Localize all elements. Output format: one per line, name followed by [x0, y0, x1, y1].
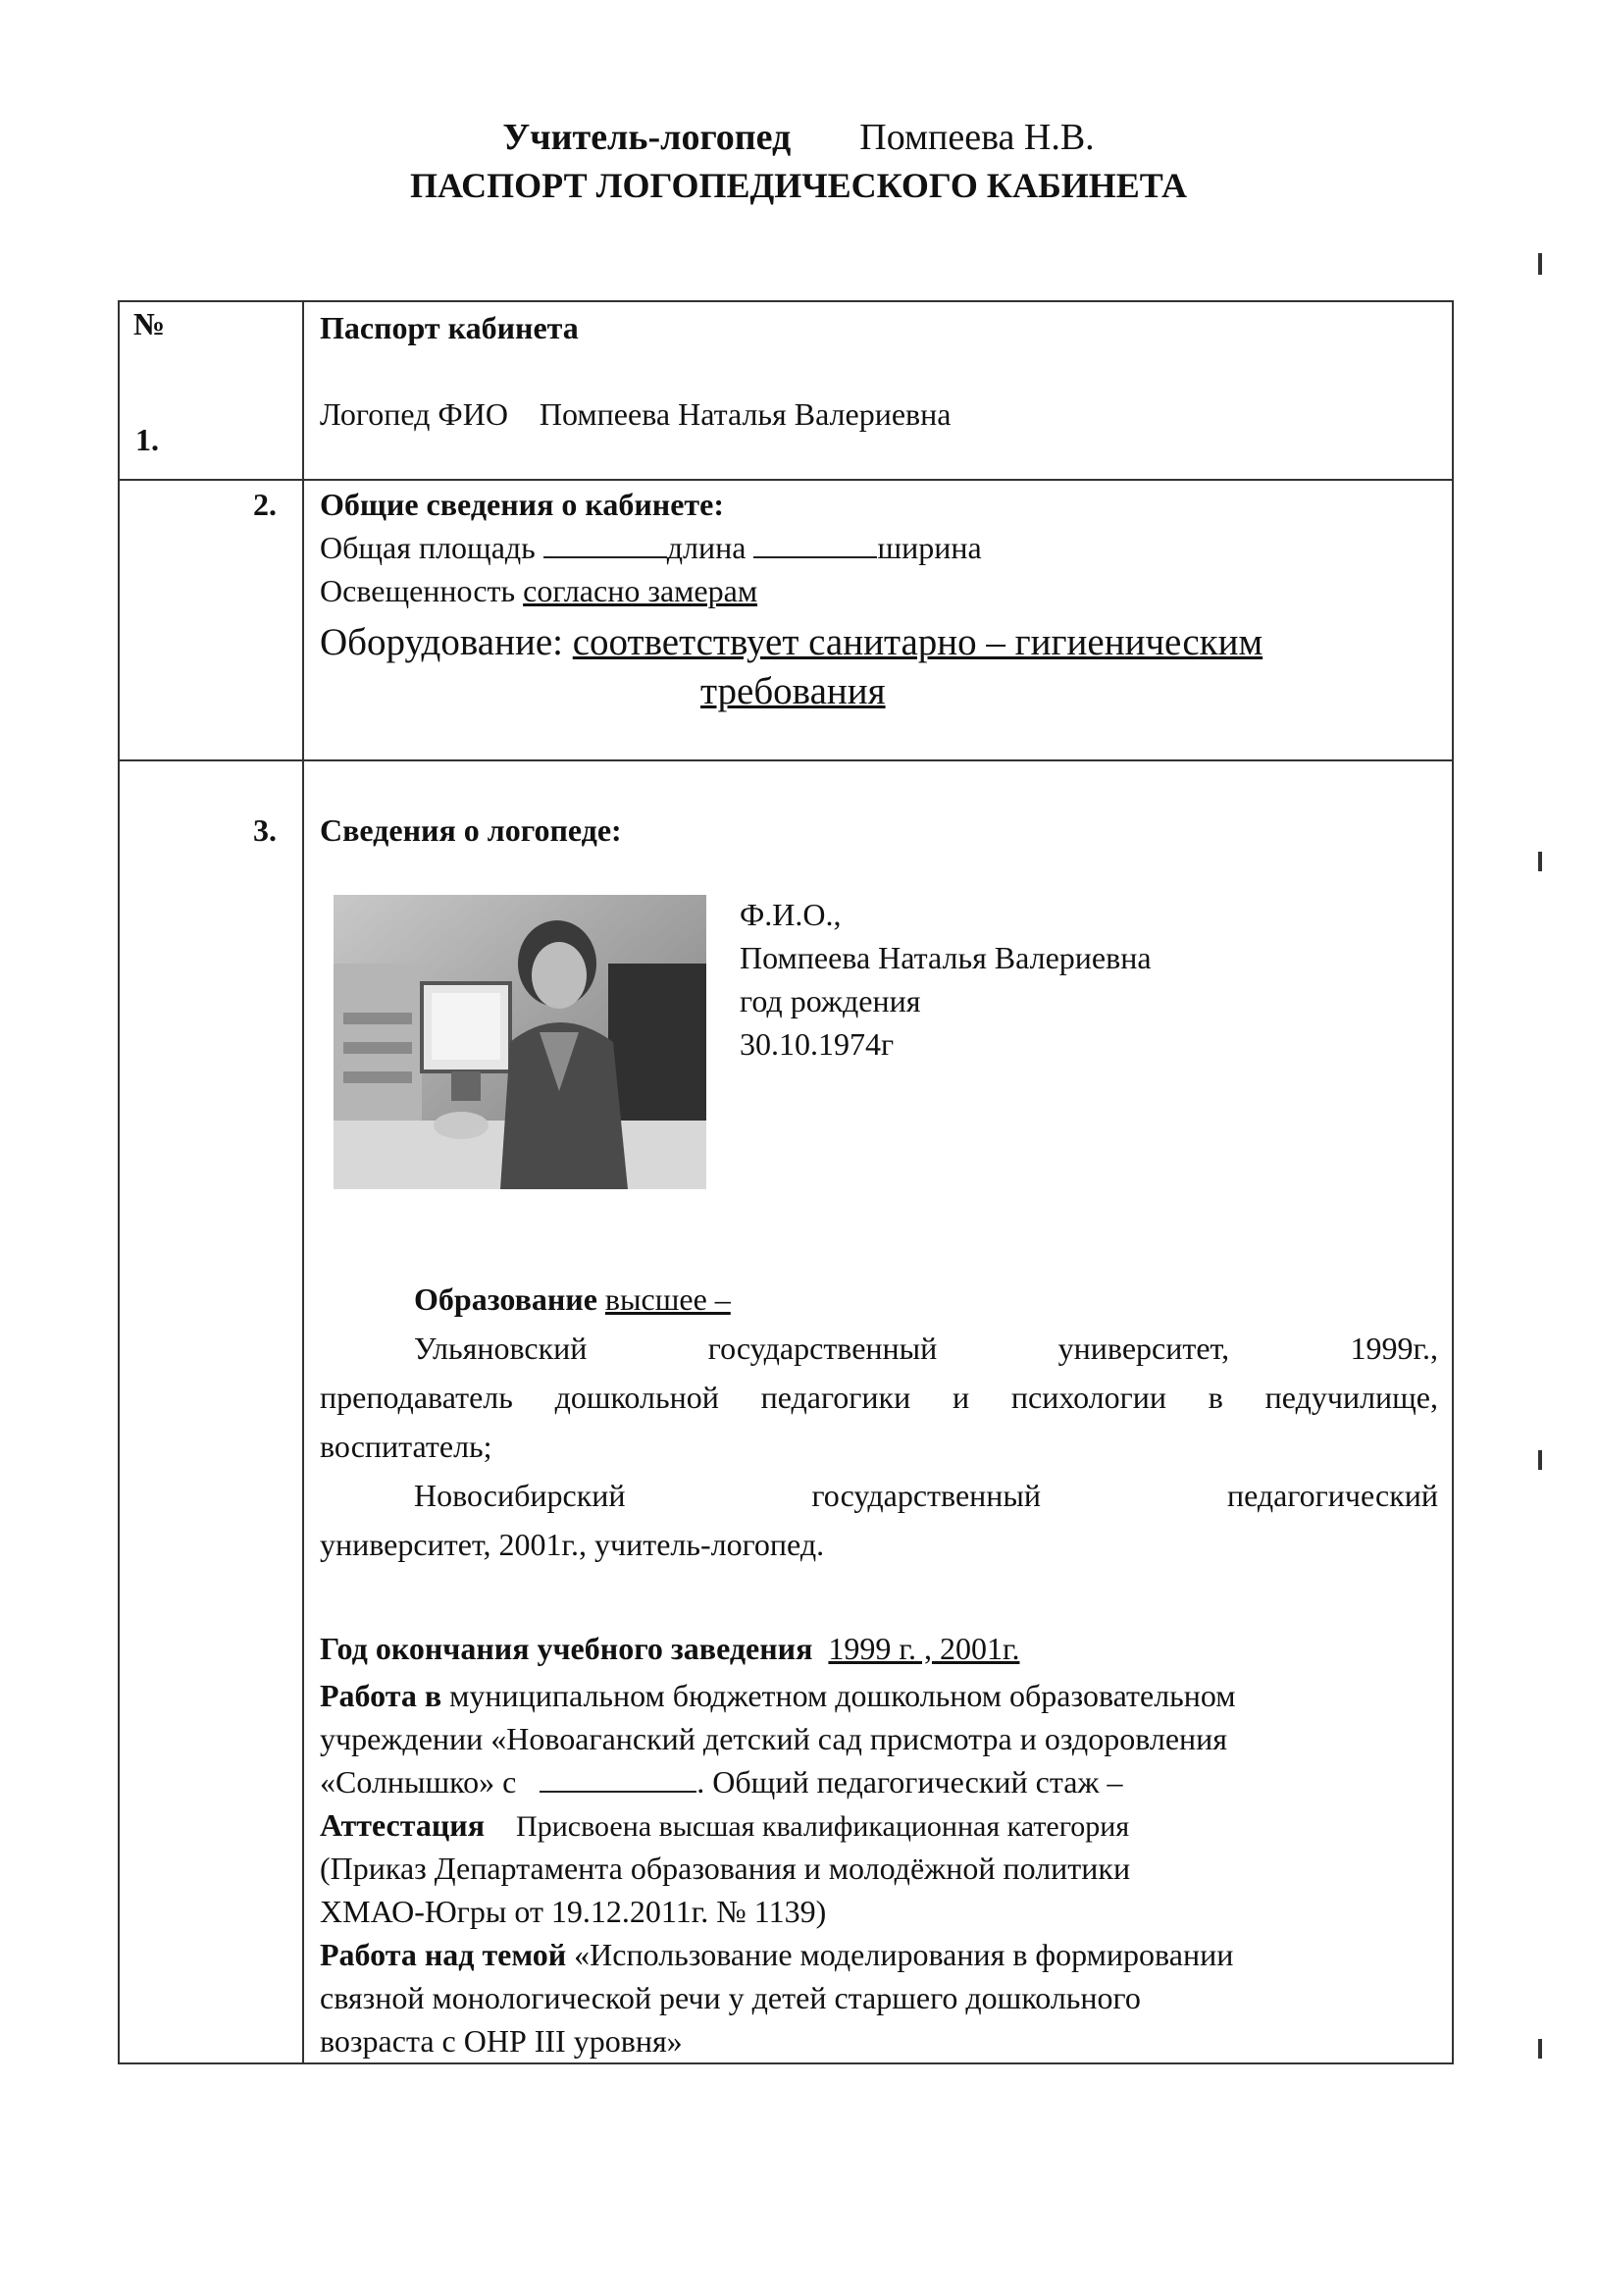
topic-line1 — [320, 1933, 1233, 1976]
header-role: Учитель-логопед — [502, 117, 792, 158]
attestation-line1 — [320, 1803, 1129, 1849]
birth-label: год рождения — [740, 983, 921, 1018]
equipment-value-2: требования — [700, 670, 886, 712]
equipment-label: Оборудование: — [320, 621, 563, 663]
row-divider-1 — [120, 479, 1452, 481]
graduation-value: 1999 г. , 2001г. — [828, 1631, 1020, 1666]
row3-number: 3. — [253, 812, 277, 848]
education-label: Образование — [414, 1281, 597, 1317]
graduation-line — [320, 1627, 1019, 1670]
work-label: Работа в — [320, 1678, 442, 1713]
length-blank — [753, 527, 877, 558]
fio-value: Помпеева Наталья Валериевна — [740, 940, 1152, 975]
scan-mark — [1538, 852, 1542, 871]
teacher-photo — [334, 895, 706, 1189]
fio-label: Ф.И.О., — [740, 897, 842, 932]
work-line3 — [320, 1760, 1123, 1803]
work-start-label: «Солнышко» с — [320, 1764, 517, 1800]
row1-teacher — [320, 392, 951, 436]
room-dimensions — [320, 526, 982, 569]
scan-mark — [1538, 2039, 1542, 2059]
work-line2: учреждении «Новоаганский детский сад присмотра и оздоровления — [320, 1721, 1228, 1756]
row2-number: 2. — [253, 487, 277, 522]
topic-line2: связной монологической речи у детей старшего дошкольного — [320, 1980, 1141, 2015]
work-experience-label: . Общий педагогический стаж – — [696, 1764, 1123, 1800]
attestation-line3: ХМАО-Югры от 19.12.2011г. № 1139) — [320, 1894, 827, 1929]
row1-heading: Паспорт кабинета — [320, 310, 579, 345]
edu2-line2: университет, 2001г., учитель-логопед. — [320, 1527, 825, 1562]
teacher-photo-image — [334, 895, 706, 1189]
equipment-line — [320, 618, 1262, 667]
lighting-line — [320, 569, 757, 612]
birth-value: 30.10.1974г — [740, 1026, 895, 1062]
teacher-label: Логопед ФИО — [320, 396, 508, 432]
document-header — [0, 116, 1597, 159]
edu1-line2: преподаватель дошкольной педагогики и психологии в педучилище, — [320, 1380, 1438, 1415]
light-value: согласно замерам — [523, 573, 758, 608]
topic-label: Работа над темой — [320, 1937, 567, 1972]
scan-mark — [1538, 1450, 1542, 1470]
area-label: Общая площадь — [320, 530, 536, 565]
edu2-line1: Новосибирский государственный педагогический — [414, 1478, 1438, 1513]
length-label: длина — [666, 530, 747, 565]
equipment-value-1: соответствует санитарно – гигиеническим — [572, 621, 1263, 663]
edu1-line3: воспитатель; — [320, 1429, 492, 1464]
education-line — [414, 1278, 731, 1321]
work-text-1: муниципальном бюджетном дошкольном образовательном — [449, 1678, 1236, 1713]
row1-number: 1. — [135, 422, 159, 457]
topic-text-1: «Использование моделирования в формировании — [574, 1937, 1234, 1972]
column-divider — [302, 302, 304, 2062]
row2-heading: Общие сведения о кабинете: — [320, 487, 724, 522]
number-column-header: № — [133, 306, 166, 341]
graduation-label: Год окончания учебного заведения — [320, 1631, 813, 1666]
light-label: Освещенность — [320, 573, 516, 608]
teacher-name: Помпеева Наталья Валериевна — [539, 396, 952, 432]
attestation-label: Аттестация — [320, 1807, 486, 1843]
work-line1 — [320, 1674, 1236, 1717]
work-start-blank — [540, 1761, 696, 1793]
header-name: Помпеева Н.В. — [859, 117, 1095, 158]
attestation-text-1: Присвоена высшая квалификационная категория — [516, 1810, 1130, 1843]
width-label: ширина — [877, 530, 982, 565]
scan-mark — [1538, 253, 1542, 275]
row3-heading: Сведения о логопеде: — [320, 812, 622, 848]
document-title: ПАСПОРТ ЛОГОПЕДИЧЕСКОГО КАБИНЕТА — [409, 166, 1188, 205]
edu1-line1: Ульяновский государственный университет, 1999г., — [414, 1331, 1438, 1366]
education-value: высшее – — [604, 1281, 731, 1317]
row-divider-2 — [120, 759, 1452, 761]
passport-table — [118, 300, 1454, 2064]
area-blank — [543, 527, 667, 558]
attestation-line2: (Приказ Департамента образования и молодёжной политики — [320, 1851, 1131, 1886]
topic-line3: возраста с ОНР III уровня» — [320, 2023, 683, 2059]
